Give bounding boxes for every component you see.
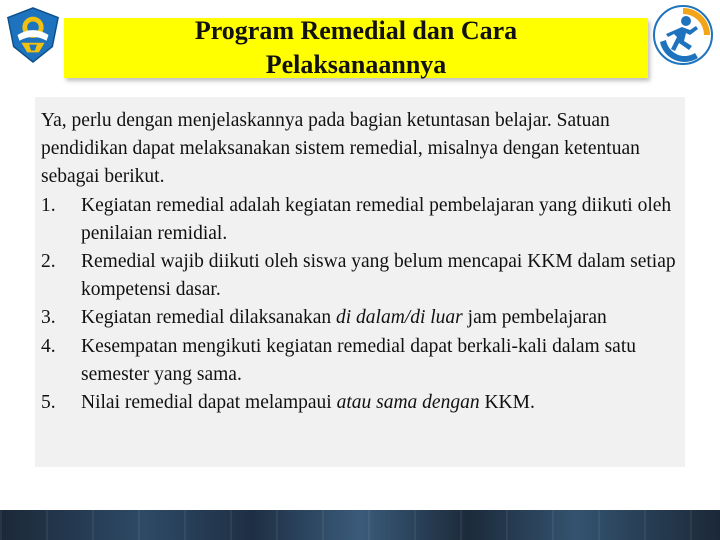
list-item-number: 5.: [41, 392, 56, 414]
remedial-rules-list: [41, 192, 681, 418]
list-item-text: Kegiatan remedial adalah kegiatan remedial pembelajaran yang diikuti oleh penilaian remidial.: [81, 194, 672, 244]
list-item-text: Remedial wajib diikuti oleh siswa yang belum mencapai KKM dalam setiap kompetensi dasar.: [81, 251, 676, 301]
list-item-text-end: jam pembelajaran: [462, 307, 607, 329]
list-item: [41, 389, 681, 417]
list-item: [41, 304, 681, 332]
list-item-text-end: KKM.: [479, 392, 535, 414]
list-item: [41, 248, 681, 304]
list-item-text: Nilai remedial dapat melampaui: [81, 392, 337, 414]
list-item-emphasis: di dalam/di luar: [336, 307, 463, 329]
bottom-decorative-bar: [0, 510, 720, 540]
list-item-emphasis: atau sama dengan: [336, 392, 480, 414]
list-item-number: 1.: [41, 194, 56, 216]
list-item-text: Kesempatan mengikuti kegiatan remedial dapat berkali-kali dalam satu semester yang sama.: [81, 335, 636, 385]
list-item: [41, 192, 681, 248]
list-item-number: 3.: [41, 307, 56, 329]
list-item-number: 4.: [41, 335, 56, 357]
slide-title: Program Remedial dan Cara Pelaksanaannya: [194, 16, 518, 79]
title-banner: [64, 18, 648, 78]
list-item-text: Kegiatan remedial dilaksanakan: [81, 307, 337, 329]
tut-wuri-handayani-logo-icon: [4, 6, 62, 64]
list-item-number: 2.: [41, 251, 56, 273]
content-text: [41, 107, 681, 417]
runner-emblem-logo-icon: [652, 4, 714, 66]
intro-paragraph: Ya, perlu dengan menjelaskannya pada bagian ketuntasan belajar. Satuan pendidikan dapat melaksanakan sistem remedial, misalnya dengan ketentuan sebagai berikut.: [41, 110, 640, 188]
list-item: [41, 333, 681, 389]
